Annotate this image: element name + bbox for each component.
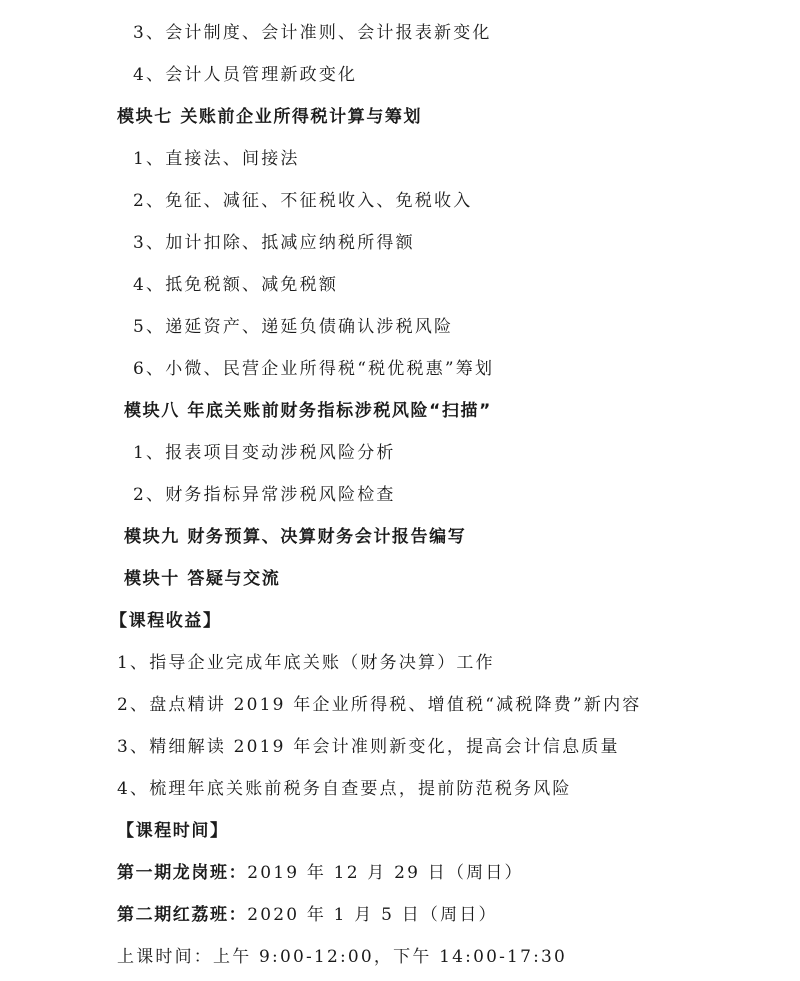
- benefits-heading: 【课程收益】: [110, 611, 222, 631]
- module7-item-4: 4、抵免税额、减免税额: [133, 275, 339, 295]
- module7-item-3: 3、加计扣除、抵减应纳税所得额: [133, 233, 415, 253]
- class-time-line: 上课时间：上午 9:00-12:00，下午 14:00-17:30: [117, 947, 568, 967]
- module8-item-1: 1、报表项目变动涉税风险分析: [133, 443, 396, 463]
- benefit-item-2: 2、盘点精讲 2019 年企业所得税、增值税“减税降费”新内容: [117, 695, 642, 715]
- class2-line: [117, 904, 498, 926]
- module7-item-6: 6、小微、民营企业所得税“税优税惠”筹划: [133, 359, 495, 379]
- class1-line: [117, 862, 524, 884]
- module9-title: 模块九 财务预算、决算财务会计报告编写: [124, 527, 467, 547]
- schedule-heading: 【课程时间】: [117, 821, 229, 841]
- class1-date: 2019 年 12 月 29 日（周日）: [247, 863, 524, 883]
- module6-item-3: 3、会计制度、会计准则、会计报表新变化: [133, 23, 492, 43]
- module10-title: 模块十 答疑与交流: [124, 569, 281, 589]
- module6-item-4: 4、会计人员管理新政变化: [133, 65, 358, 85]
- class2-date: 2020 年 1 月 5 日（周日）: [247, 905, 498, 925]
- module7-title: 模块七 关账前企业所得税计算与筹划: [117, 107, 423, 127]
- class1-label: 第一期龙岗班：: [117, 863, 248, 883]
- class2-label: 第二期红荔班：: [117, 905, 248, 925]
- benefit-item-4: 4、梳理年底关账前税务自查要点，提前防范税务风险: [117, 779, 572, 799]
- benefit-item-3: 3、精细解读 2019 年会计准则新变化，提高会计信息质量: [117, 737, 620, 757]
- module7-item-1: 1、直接法、间接法: [133, 149, 300, 169]
- module7-item-5: 5、递延资产、递延负债确认涉税风险: [133, 317, 454, 337]
- module8-item-2: 2、财务指标异常涉税风险检查: [133, 485, 396, 505]
- module7-item-2: 2、免征、减征、不征税收入、免税收入: [133, 191, 473, 211]
- module8-title: 模块八 年底关账前财务指标涉税风险“扫描”: [124, 401, 492, 421]
- benefit-item-1: 1、指导企业完成年底关账（财务决算）工作: [117, 653, 495, 673]
